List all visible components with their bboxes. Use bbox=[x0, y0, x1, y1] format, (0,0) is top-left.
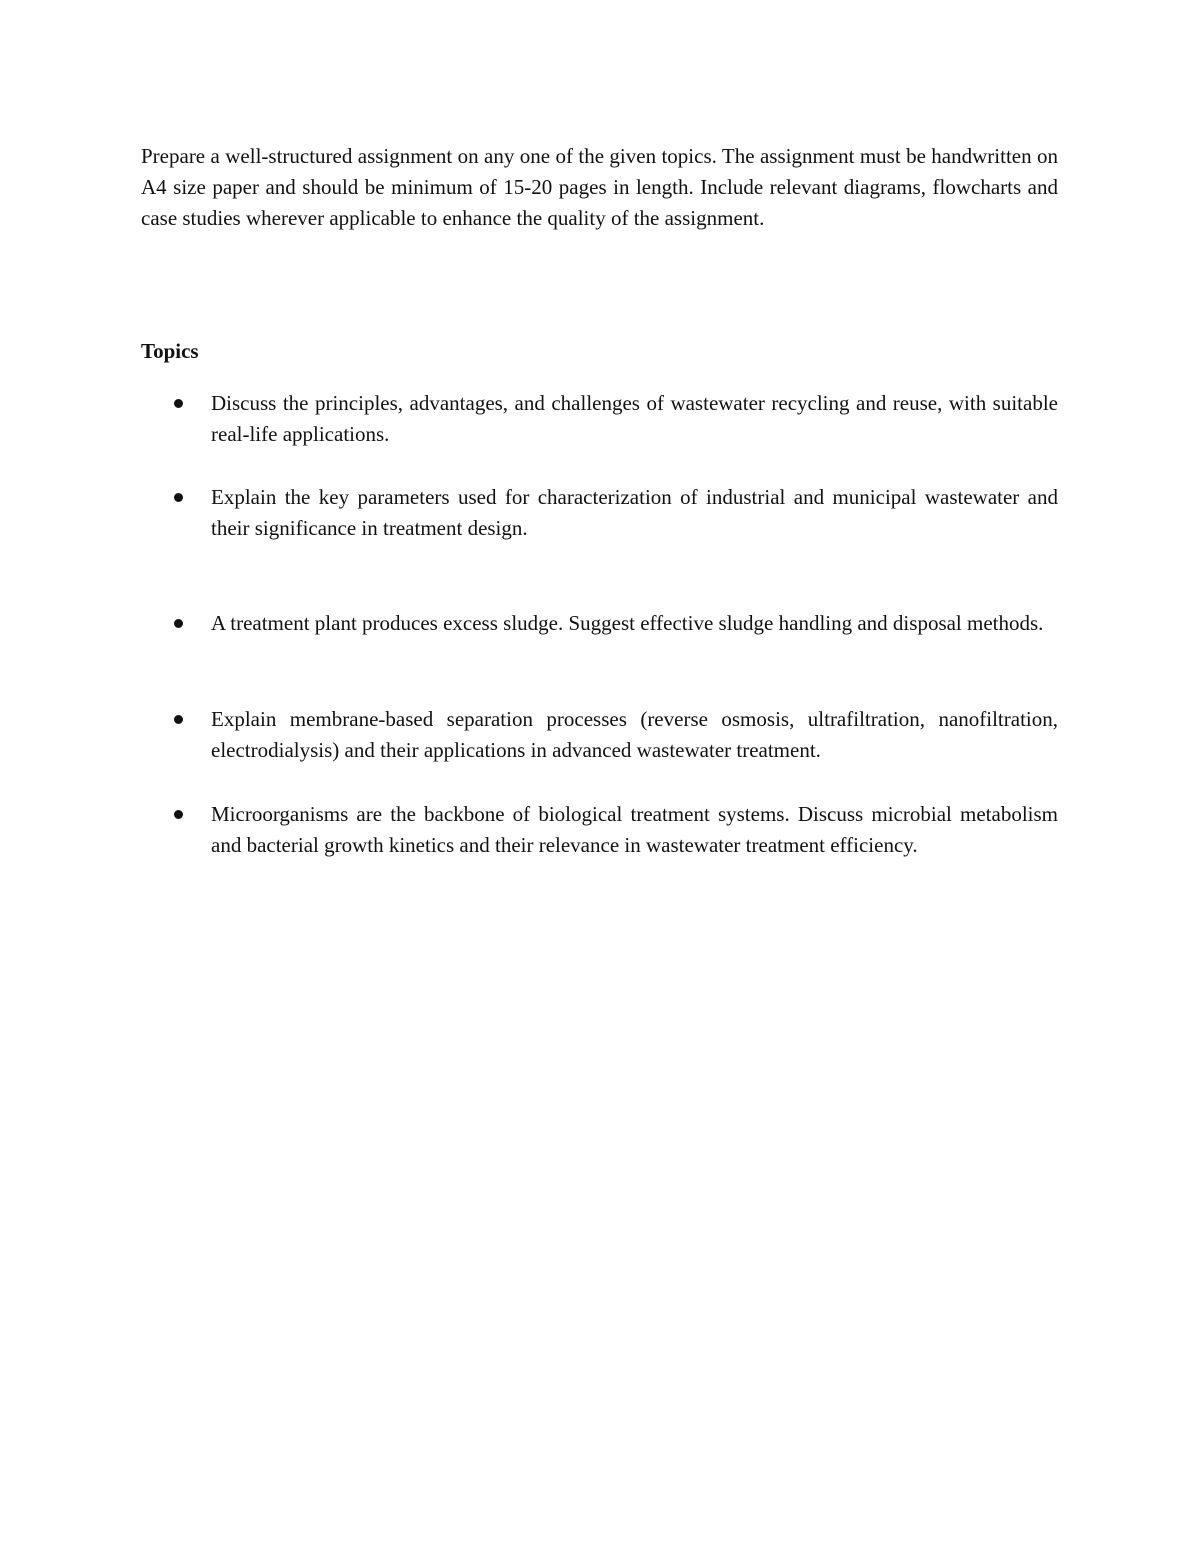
bullet-icon bbox=[174, 619, 183, 628]
topic-text: Discuss the principles, advantages, and challenges of wastewater recycling and reuse, with suitable real-life applications. bbox=[211, 391, 1058, 446]
bullet-icon bbox=[174, 399, 183, 408]
topic-item bbox=[211, 799, 1058, 861]
topic-item bbox=[211, 608, 1058, 639]
topic-text: Microorganisms are the backbone of biological treatment systems. Discuss microbial metabolism and bacterial growth kinetics and their relevance in wastewater treatment efficiency. bbox=[211, 802, 1058, 857]
topic-text: Explain the key parameters used for characterization of industrial and municipal wastewater and their significance in treatment design. bbox=[211, 485, 1058, 540]
topic-item bbox=[211, 704, 1058, 766]
bullet-icon bbox=[174, 810, 183, 819]
topics-heading: Topics bbox=[141, 339, 199, 363]
bullet-icon bbox=[174, 715, 183, 724]
topic-text: Explain membrane-based separation processes (reverse osmosis, ultrafiltration, nanofiltration, electrodialysis) and their applications in advanced wastewater treatment. bbox=[211, 707, 1058, 762]
assignment-instructions: Prepare a well-structured assignment on any one of the given topics. The assignment must be handwritten on A4 size paper and should be minimum of 15-20 pages in length. Include relevant diagrams, flowcharts and case studies wherever applicable to enhance the quality of the assignment. bbox=[141, 144, 1058, 230]
topic-text: A treatment plant produces excess sludge. Suggest effective sludge handling and disposal methods. bbox=[211, 611, 1044, 635]
topic-item bbox=[211, 482, 1058, 544]
topic-item bbox=[211, 388, 1058, 450]
bullet-icon bbox=[174, 493, 183, 502]
